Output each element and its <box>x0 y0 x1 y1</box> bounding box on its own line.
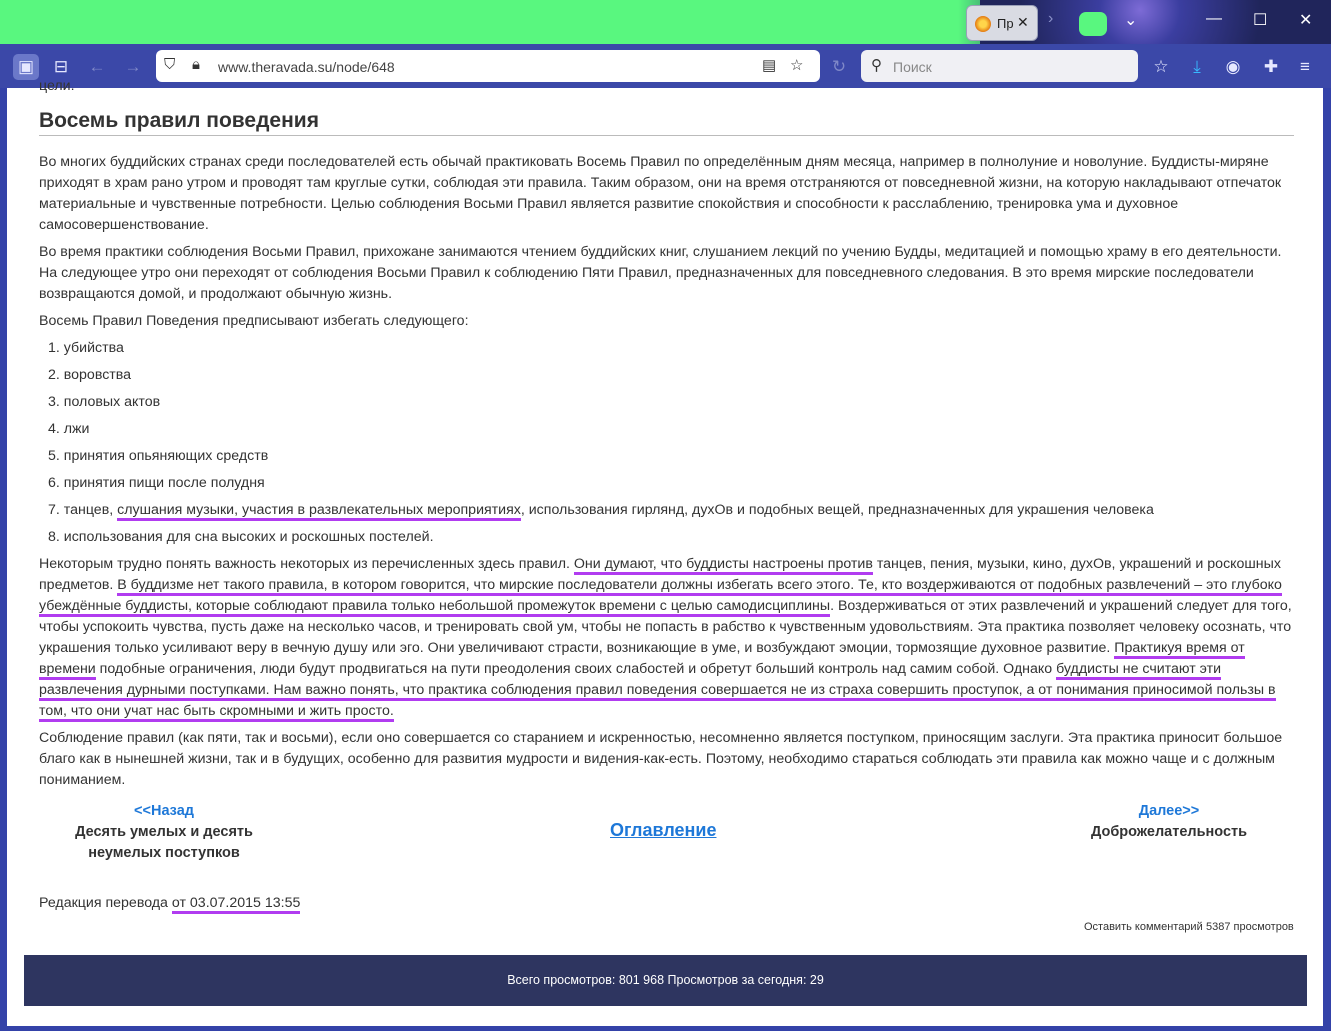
list-item: 1. убийства <box>48 340 124 356</box>
back-arrow-icon[interactable]: ← <box>88 57 106 76</box>
paragraph-3: Восемь Правил Поведения предписывают избегать следующего: <box>39 313 469 329</box>
search-icon: ⚲ <box>871 57 882 74</box>
url-text[interactable]: www.theravada.su/node/648 <box>218 59 395 75</box>
sidebar-toggle-icon[interactable]: ▣ <box>13 54 39 80</box>
profile-color-icon[interactable] <box>1079 12 1107 36</box>
list-item: 2. воровства <box>48 367 132 383</box>
table-of-contents-link[interactable]: Оглавление <box>610 820 717 840</box>
web-page <box>7 78 1323 1026</box>
list-item: 6. принятия пищи после полудня <box>48 475 265 491</box>
list-item: 8. использования для сна высоких и роскошных постелей. <box>48 529 434 545</box>
paragraph-4 <box>39 554 1297 722</box>
view-count: 5387 просмотров <box>1206 921 1294 933</box>
minimize-icon[interactable]: — <box>1206 10 1222 27</box>
revision-label: Редакция перевода <box>39 895 172 911</box>
section-heading: Восемь правил поведения <box>39 110 1294 136</box>
downloads-icon[interactable]: ⤓ <box>1193 57 1201 76</box>
list-item-7 <box>48 500 1154 521</box>
close-window-icon[interactable]: ✕ <box>1299 12 1313 29</box>
lock-icon[interactable]: 🔒︎ <box>192 56 200 73</box>
tab-scroll-right-icon[interactable]: › <box>1048 10 1054 27</box>
extensions-icon[interactable]: ✚ <box>1263 57 1279 76</box>
site-footer: Всего просмотров: 801 968 Просмотров за сегодня: 29 <box>24 955 1307 1006</box>
tab-close-icon[interactable]: ✕ <box>1017 14 1029 30</box>
paragraph-5: Соблюдение правил (как пяти, так и восьми), если оно совершается со старанием и искренностью, несомненно является поступком, приносящим заслуги. Эта практика приносит большое благо как в нынешней жизни, так и в будущих, особенно для развития мудрости и видения-как-есть. Поэтому, необходимо стараться соблюдать эти правила как можно чаще и с должным пониманием. <box>39 730 1283 788</box>
search-placeholder[interactable]: Поиск <box>893 59 932 75</box>
underlined-phrase: В буддизме нет такого правила, в котором говорится, что мирские последователи должны избегать всего этого. Те, кто воздерживаются от подобных развлечений – это глубоко убеждённые буддисты, которые соблюдают правила только небольшой промежуток времени с целью самодисциплины <box>39 577 1282 617</box>
tab-title: Пр <box>997 16 1014 31</box>
paragraph-4-text: танцев, пения, музыки, кино, духОв, украшений и роскошных предметов. <box>39 556 1281 593</box>
list-item: 3. половых актов <box>48 394 161 410</box>
list-all-tabs-chevron-icon[interactable]: ⌄ <box>1124 12 1138 29</box>
address-bar[interactable] <box>156 50 820 82</box>
underlined-phrase: Практикуя время от времени <box>39 640 1245 680</box>
next-link[interactable]: Далее>> <box>1138 803 1200 819</box>
list-item-7-start: 7. танцев, <box>48 502 118 518</box>
search-bar[interactable] <box>861 50 1138 82</box>
prev-chapter-nav <box>69 801 259 864</box>
site-favicon-icon <box>975 16 991 32</box>
paragraph-4-text: . Воздерживаться от этих развлечений и украшений следует для того, чтобы успокоить чувства, пусть даже на несколько часов, и тренировать свой ум, чтобы не попасть в рабство к чувственным удовольствиям. Эта практика позволяет человеку осознать, что украшения только усиливают веру в вечную душу или эго. Они увеличивают страсти, возникающие в уме, и возбуждают эмоции, тормозящие духовное развитие. <box>39 598 1292 656</box>
maximize-icon[interactable]: ☐ <box>1253 12 1268 29</box>
forward-arrow-icon[interactable]: → <box>124 57 142 76</box>
tab-groups-icon[interactable]: ⊟ <box>53 57 69 76</box>
paragraph-2: Во время практики соблюдения Восьми Правил, прихожане занимаются чтением буддийских книг, слушанием лекций по учению Будды, медитацией и помощью храму в его деятельности. На следующее утро они переходят от соблюдения Восьми Правил к соблюдению Пяти Правил, предназначенных для повседневного следования. В это время мирские последователи возвращаются домой, и продолжают обычную жизнь. <box>39 244 1282 302</box>
bookmark-page-star-icon[interactable]: ☆ <box>790 57 804 74</box>
paragraph-4-text: Некоторым трудно понять важность некоторых из перечисленных здесь правил. <box>39 556 574 572</box>
shield-icon[interactable]: ⛉ <box>164 56 176 73</box>
revision-info <box>39 893 300 914</box>
list-item-7-end: , использования гирлянд, духОв и подобных вещей, предназначенных для украшения человека <box>520 502 1154 518</box>
underlined-phrase: Они думают, что буддисты настроены против <box>574 556 873 575</box>
title-bar <box>0 0 1331 44</box>
bookmark-star-icon[interactable]: ☆ <box>1153 57 1169 76</box>
revision-date: от 03.07.2015 13:55 <box>172 895 300 914</box>
cut-off-text: цели. <box>39 78 75 94</box>
leave-comment-link[interactable]: Оставить комментарий <box>1084 921 1203 933</box>
paragraph-1: Во многих буддийских странах среди последователей есть обычай практиковать Восемь Правил по определённым дням месяца, например в полнолуние и новолуние. Буддисты-миряне приходят в храм рано утром и проводят там круглые сутки, соблюдая эти правила. Таким образом, они на время отстраняются от повседневной жизни, на которую накладывают отпечаток материальные и чувственные потребности. Целью соблюдения Восьми Правил является развитие спокойствия и способности к расслаблению, тренировка ума и духовное самосовершенствование. <box>39 154 1282 233</box>
list-item: 4. лжи <box>48 421 90 437</box>
prev-link[interactable]: <<Назад <box>134 803 194 819</box>
account-avatar-icon[interactable]: ◉ <box>1225 57 1241 76</box>
reader-view-icon[interactable]: ▤ <box>762 57 777 74</box>
browser-tab[interactable] <box>966 5 1038 41</box>
paragraph-4-text: подобные ограничения, люди будут продвигаться на пути преодоления своих слабостей и обретут больший контроль над самим собой. Однако <box>95 661 1057 677</box>
next-title: Доброжелательность <box>1090 824 1248 840</box>
reload-icon[interactable]: ↻ <box>831 57 847 76</box>
list-item: 5. принятия опьяняющих средств <box>48 448 269 464</box>
underlined-phrase: буддисты не считают эти развлечения дурными поступками. Нам важно понять, что практика соблюдения правил поведения совершается не из страха совершить проступок, а от понимания приносимой пользы в том, что они учат нас быть скромными и жить просто. <box>39 661 1276 722</box>
menu-hamburger-icon[interactable]: ≡ <box>1300 57 1310 76</box>
prev-title-line-2: неумелых поступков <box>88 845 240 861</box>
next-chapter-nav <box>1084 801 1254 843</box>
prev-title-line-1: Десять умелых и десять <box>75 824 253 840</box>
underlined-phrase: слушания музыки, участия в развлекательных мероприятиях <box>117 502 521 521</box>
